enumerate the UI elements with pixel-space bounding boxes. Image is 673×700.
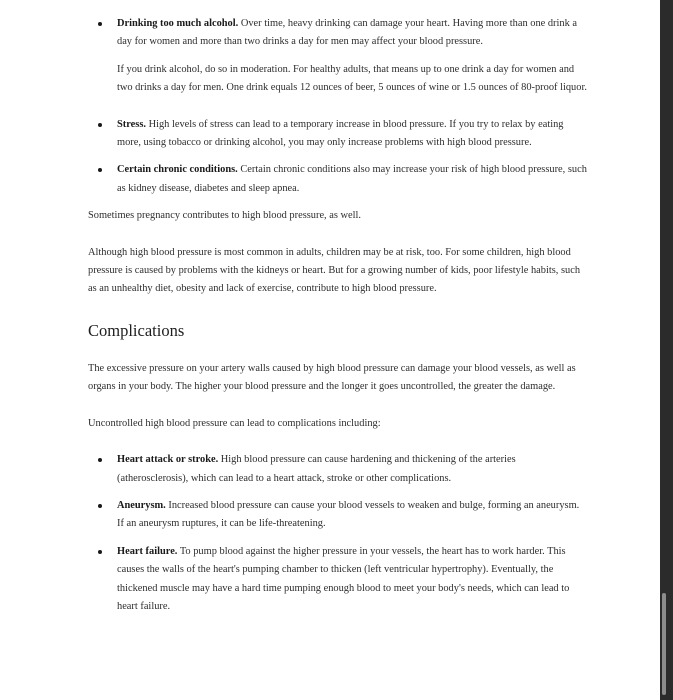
risk-factor-list-continued: [88, 116, 588, 199]
list-item-term: Drinking too much alcohol.: [117, 18, 239, 29]
complications-list: [88, 451, 588, 616]
list-item-term: Heart failure.: [117, 545, 178, 557]
complications-intro: The excessive pressure on your artery walls caused by high blood pressure can damage your blood vessels, as well as organs in your body. The higher your blood pressure and the longer it goes uncontrolled, the greater the damage.: [88, 362, 576, 393]
list-item: [88, 15, 588, 52]
list-item-text: Increased blood pressure can cause your blood vessels to weaken and bulge, forming an aneurysm. If an aneurysm ruptures, it can be life-threatening.: [117, 499, 580, 530]
bullet-icon: [98, 550, 102, 554]
pregnancy-paragraph: Sometimes pregnancy contributes to high blood pressure, as well.: [88, 210, 361, 222]
bullet-icon: [98, 504, 102, 508]
list-item-term: Aneurysm.: [117, 499, 166, 511]
complications-lead: Uncontrolled high blood pressure can lead to complications including:: [88, 417, 381, 429]
risk-factor-list: [88, 15, 588, 52]
section-heading-complications: Complications: [88, 320, 185, 340]
bullet-icon: [98, 458, 102, 462]
list-item-term: Stress.: [117, 118, 146, 130]
list-item-text: To pump blood against the higher pressure in your vessels, the heart has to work harder. This causes the walls of the heart's pumping chamber to thicken (left ventricular hypertrophy). Eventually, the thickened muscle may have a hard time pumping enough blood to meet your body's needs, which can lead to heart failure.: [117, 545, 570, 612]
list-item-term: Certain chronic conditions.: [117, 164, 238, 176]
list-item: [88, 497, 588, 534]
list-item-text: High levels of stress can lead to a temporary increase in blood pressure. If you try to relax by eating more, using tobacco or drinking alcohol, you may only increase problems with high blood pressure.: [117, 118, 564, 149]
bullet-icon: [98, 22, 102, 26]
list-item: [88, 543, 588, 617]
list-item: [88, 451, 588, 488]
bullet-icon: [98, 168, 102, 172]
bullet-icon: [98, 123, 102, 127]
list-item-text: High blood pressure can cause hardening and thickening of the arteries (atherosclerosis), which can lead to a heart attack, stroke or other complications.: [117, 454, 516, 484]
list-item: [88, 116, 588, 153]
list-item-text: Over time, heavy drinking can damage your heart. Having more than one drink a day for women and more than two drinks a day for men may affect your blood pressure.: [117, 18, 577, 48]
list-item-text: Certain chronic conditions also may increase your risk of high blood pressure, such as kidney disease, diabetes and sleep apnea.: [117, 164, 587, 194]
vertical-scrollbar-thumb[interactable]: [662, 593, 666, 695]
alcohol-note: If you drink alcohol, do so in moderation. For healthy adults, that means up to one drink a day for women and two drinks a day for men. One drink equals 12 ounces of beer, 5 ounces of wine or 1.5 ounces of 80-proof liquor.: [117, 63, 587, 94]
list-item-term: Heart attack or stroke.: [117, 454, 219, 466]
article-content: [88, 15, 588, 616]
list-item: [88, 161, 588, 198]
children-paragraph: Although high blood pressure is most common in adults, children may be at risk, too. For some children, high blood pressure is caused by problems with the kidneys or heart. But for a growing number of kids, poor lifestyle habits, such as an unhealthy diet, obesity and lack of exercise, contribute to high blood pressure.: [88, 246, 581, 295]
